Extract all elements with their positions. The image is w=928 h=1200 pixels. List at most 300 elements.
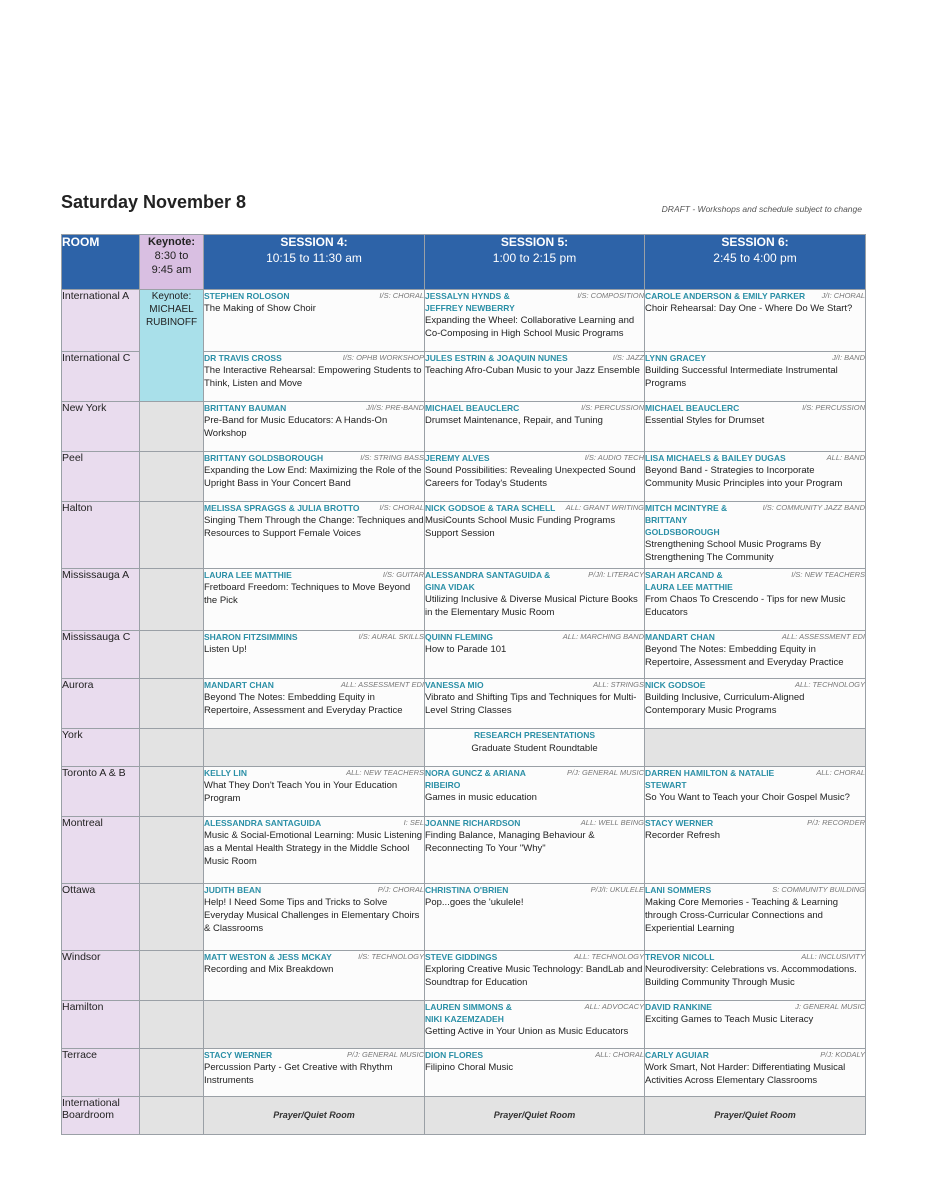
workshop-cell [425,352,645,402]
workshop-header [425,817,644,829]
presenter-block [645,817,713,829]
workshop-header [204,767,424,779]
draft-note: DRAFT - Workshops and schedule subject to change [661,204,862,214]
presenter-name: JUDITH BEAN [204,885,262,895]
workshop-cell [204,729,425,767]
room-header: ROOM [62,235,140,290]
workshop-cell [425,502,645,569]
prayer-room-label: Prayer/Quiet Room [493,1110,576,1120]
category-label: P/J: CHORAL [377,885,424,894]
category-label: ALL: INCLUSIVITY [801,952,865,961]
keynote-speaker: RUBINOFF [145,317,198,328]
table-row [62,1001,866,1049]
keynote-empty-cell [140,679,204,729]
presenter-name: ALESSANDRA SANTAGUIDA & [425,570,551,580]
category-label: ALL: ADVOCACY [584,1002,644,1011]
presenter-name: DR TRAVIS CROSS [204,353,282,363]
presenter-block [645,1049,709,1061]
presenter-name: MICHAEL BEAUCLERC [645,403,740,413]
presenter-name: NICK GODSOE [645,680,706,690]
workshop-header [425,402,644,414]
room-name: Hamilton [62,1001,140,1049]
presenter-name: SARAH ARCAND & [645,570,723,580]
table-row [62,502,866,569]
presenter-name: CAROLE ANDERSON & EMILY PARKER [645,291,806,301]
keynote-empty-cell [140,452,204,502]
workshop-cell [425,452,645,502]
workshop-header [425,1001,644,1025]
presenter-block [645,767,812,791]
presenter-block [645,290,805,302]
room-name: Mississauga C [62,631,140,679]
workshop-cell [425,884,645,951]
presenter-name: LAURA LEE MATTHIE [204,570,292,580]
table-row [62,1049,866,1097]
category-label: ALL: ASSESSMENT EDI [781,632,865,641]
workshop-header [204,884,424,896]
workshop-cell [645,884,866,951]
workshop-cell [645,767,866,817]
workshop-title: Beyond Band - Strategies to Incorporate Community Music Principles into your Program [645,465,843,489]
prayer-room-label: Prayer/Quiet Room [273,1110,355,1120]
presenter-block [645,631,715,643]
workshop-title: The Interactive Rehearsal: Empowering Students to Think, Listen and Move [204,365,422,389]
workshop-cell [645,1049,866,1097]
workshop-header [425,352,644,364]
presenter-block [425,817,520,829]
presenter-block [204,1049,272,1061]
keynote-empty-cell [140,729,204,767]
workshop-header [645,679,865,691]
table-row [62,679,866,729]
keynote-header-time1: 8:30 to [154,250,189,262]
workshop-cell [204,679,425,729]
category-label: J/I/S: PRE-BAND [366,403,424,412]
category-label: I/S: CHORAL [379,503,424,512]
prayer-room-cell [645,1097,866,1135]
workshop-cell [425,767,645,817]
presenter-name: MITCH MCINTYRE & [645,503,728,513]
presenter-block [645,569,733,593]
keynote-empty-cell [140,767,204,817]
workshop-title: Help! I Need Some Tips and Tricks to Solve Everyday Musical Challenges in Elementary Choirs & Classrooms [204,897,420,934]
presenter-block [204,502,360,514]
workshop-title: Exciting Games to Teach Music Literacy [645,1014,814,1025]
presenter-name: MANDART CHAN [204,680,274,690]
presenter-name: DAVID RANKINE [645,1002,712,1012]
keynote-header-time2: 9:45 am [151,264,192,276]
category-label: I/S: GUITAR [382,570,424,579]
presenter-block [204,767,247,779]
workshop-header [204,290,424,302]
workshop-header [645,631,865,643]
workshop-title: Sound Possibilities: Revealing Unexpected Sound Careers for Today's Students [425,465,636,489]
workshop-title: Filipino Choral Music [425,1062,514,1073]
session-5-header [425,235,645,290]
workshop-cell [645,452,866,502]
workshop-title: Building Inclusive, Curriculum-Aligned Contemporary Music Programs [645,692,805,716]
category-label: J/I: CHORAL [821,291,865,300]
presenter-block [425,452,490,464]
category-label: P/J: KODALY [820,1050,865,1059]
category-label: ALL: STRINGS [593,680,644,689]
category-label: P/J: GENERAL MUSIC [567,768,644,777]
presenter-block [425,352,568,364]
workshop-cell [204,1049,425,1097]
presenter-block [645,402,739,414]
presenter-block [425,1049,483,1061]
presenter-name: BRITTANY GOLDSBOROUGH [645,515,720,537]
category-label: ALL: TECHNOLOGY [794,680,865,689]
workshop-header [204,679,424,691]
workshop-cell [645,502,866,569]
presenter-block [204,884,261,896]
keynote-empty-cell [140,1049,204,1097]
presenter-block [645,452,786,464]
keynote-cell [140,290,204,402]
workshop-cell [425,951,645,1001]
presenter-name: JOANNE RICHARDSON [425,818,521,828]
workshop-title: Games in music education [425,792,537,803]
workshop-title: MusiCounts School Music Funding Programs Support Session [425,515,616,539]
workshop-header [645,767,865,791]
workshop-header [425,951,644,963]
presenter-name: TREVOR NICOLL [645,952,715,962]
keynote-header-title: Keynote: [147,236,196,248]
category-label: ALL: BAND [826,453,865,462]
presenter-block [425,502,555,514]
table-row [62,631,866,679]
workshop-title: Drumset Maintenance, Repair, and Tuning [425,415,603,426]
presenter-block [204,951,332,963]
workshop-cell [645,951,866,1001]
category-label: ALL: GRANT WRITING [565,503,644,512]
workshop-cell [425,1049,645,1097]
keynote-speaker: MICHAEL [149,304,194,315]
schedule-table [61,234,866,1135]
workshop-title: Essential Styles for Drumset [645,415,765,426]
room-name: Montreal [62,817,140,884]
room-name: Aurora [62,679,140,729]
workshop-header [204,1049,424,1061]
presenter-block [425,631,493,643]
workshop-cell [425,1001,645,1049]
presenter-name: LANI SOMMERS [645,885,712,895]
presenter-name: STACY WERNER [204,1050,273,1060]
presenter-name: ALESSANDRA SANTAGUIDA [204,818,322,828]
presenter-name: CARLY AGUIAR [645,1050,709,1060]
workshop-title: Choir Rehearsal: Day One - Where Do We Start? [645,303,853,314]
table-row [62,767,866,817]
category-label: ALL: MARCHING BAND [562,632,644,641]
workshop-header [645,290,865,302]
workshop-title: Pre-Band for Music Educators: A Hands-On Workshop [204,415,388,439]
workshop-title: Beyond The Notes: Embedding Equity in Repertoire, Assessment and Everyday Practice [204,692,403,716]
workshop-header [645,951,865,963]
keynote-empty-cell [140,951,204,1001]
workshop-cell [204,290,425,352]
keynote-empty-cell [140,502,204,569]
presenter-block [204,402,286,414]
workshop-title: Beyond The Notes: Embedding Equity in Repertoire, Assessment and Everyday Practice [645,644,844,668]
workshop-header [204,631,424,643]
presenter-block [425,290,515,314]
workshop-title: Listen Up! [204,644,247,655]
workshop-cell [645,1001,866,1049]
workshop-header [204,951,424,963]
workshop-title: Recording and Mix Breakdown [204,964,334,975]
category-label: P/J: GENERAL MUSIC [347,1050,424,1059]
presenter-name: CHRISTINA O'BRIEN [425,885,509,895]
workshop-header [425,767,644,791]
presenter-name: MELISSA SPRAGGS & JULIA BROTTO [204,503,360,513]
room-name: Windsor [62,951,140,1001]
category-label: I/S: TECHNOLOGY [358,952,424,961]
workshop-title: Finding Balance, Managing Behaviour & Reconnecting To Your "Why" [425,830,595,854]
workshop-header [425,679,644,691]
keynote-empty-cell [140,402,204,452]
category-label: P/J/I: UKULELE [590,885,644,894]
workshop-cell [425,569,645,631]
category-label: I/S: CHORAL [379,291,424,300]
category-label: ALL: ASSESSMENT EDI [340,680,424,689]
category-label: J: GENERAL MUSIC [795,1002,865,1011]
workshop-header [645,1001,865,1013]
workshop-title: Fretboard Freedom: Techniques to Move Beyond the Pick [204,582,411,606]
prayer-room-cell [204,1097,425,1135]
category-label: I/S: COMMUNITY JAZZ BAND [762,503,865,512]
category-label: I/S: PERCUSSION [802,403,865,412]
workshop-cell [204,817,425,884]
table-row [62,1097,866,1135]
presenter-name: SHARON FITZSIMMINS [204,632,298,642]
presenter-name: GINA VIDAK [425,582,475,592]
header-row [62,235,866,290]
workshop-header [645,452,865,464]
workshop-title: What They Don't Teach You in Your Education Program [204,780,398,804]
workshop-title: Music & Social-Emotional Learning: Music Listening as a Mental Health Strategy in the Middle School Music Room [204,830,423,867]
presenter-name: JEREMY ALVES [425,453,490,463]
table-row [62,884,866,951]
category-label: I/S: AUDIO TECH [584,453,644,462]
presenter-name: JESSALYN HYNDS & [425,291,510,301]
table-row [62,402,866,452]
category-label: I/S: COMPOSITION [577,291,644,300]
presenter-block [645,679,705,691]
presenter-name: LAUREN SIMMONS & [425,1002,512,1012]
room-name: Toronto A & B [62,767,140,817]
keynote-empty-cell [140,884,204,951]
keynote-empty-cell [140,569,204,631]
presenter-name: NICK GODSOE & TARA SCHELL [425,503,556,513]
workshop-title: The Making of Show Choir [204,303,316,314]
presenter-name: BRITTANY GOLDSBOROUGH [204,453,324,463]
category-label: I/S: AURAL SKILLS [358,632,424,641]
category-label: J/I: BAND [832,353,865,362]
page-title: Saturday November 8 [61,192,247,212]
workshop-cell [425,817,645,884]
workshop-cell [204,569,425,631]
presenter-name: NORA GUNCZ & ARIANA RIBEIRO [425,768,526,790]
workshop-title: Work Smart, Not Harder: Differentiating Musical Activities Across Elementary Classrooms [645,1062,846,1086]
session-name: SESSION 5: [500,235,569,249]
workshop-cell [425,631,645,679]
workshop-title: Teaching Afro-Cuban Music to your Jazz Ensemble [425,365,640,376]
room-name: International C [62,352,140,402]
research-title: Graduate Student Roundtable [471,743,598,754]
category-label: I/S: STRING BASS [360,453,424,462]
presenter-name: BRITTANY BAUMAN [204,403,287,413]
presenter-name: KELLY LIN [204,768,247,778]
workshop-cell [645,569,866,631]
workshop-title: Percussion Party - Get Creative with Rhythm Instruments [204,1062,393,1086]
category-label: P/J: RECORDER [807,818,865,827]
presenter-name: MANDART CHAN [645,632,715,642]
table-row [62,452,866,502]
workshop-header [204,817,424,829]
workshop-cell [645,679,866,729]
category-label: I/S: PERCUSSION [581,403,644,412]
session-6-header [645,235,866,290]
workshop-title: So You Want to Teach your Choir Gospel Music? [645,792,850,803]
category-label: P/J/I: LITERACY [588,570,644,579]
table-row [62,817,866,884]
room-name: Terrace [62,1049,140,1097]
workshop-header [645,817,865,829]
workshop-header [645,884,865,896]
workshop-title: Vibrato and Shifting Tips and Techniques for Multi-Level String Classes [425,692,637,716]
presenter-name: JULES ESTRIN & JOAQUIN NUNES [425,353,568,363]
workshop-header [645,569,865,593]
workshop-header [425,502,644,514]
presenter-block [204,452,323,464]
workshop-title: Utilizing Inclusive & Diverse Musical Picture Books in the Elementary Music Room [425,594,638,618]
research-label: RESEARCH PRESENTATIONS [473,730,596,740]
workshop-header [204,452,424,464]
session-time: 2:45 to 4:00 pm [713,251,797,265]
workshop-title: Exploring Creative Music Technology: BandLab and Soundtrap for Education [425,964,643,988]
workshop-header [645,402,865,414]
presenter-block [425,951,497,963]
room-name: International A [62,290,140,352]
keynote-empty-cell [140,631,204,679]
presenter-block [425,679,484,691]
room-name: Peel [62,452,140,502]
presenter-name: LAURA LEE MATTHIE [645,582,733,592]
presenter-block [645,1001,712,1013]
workshop-cell [204,1001,425,1049]
workshop-header [645,502,865,538]
workshop-cell [204,767,425,817]
presenter-name: VANESSA MIO [425,680,484,690]
workshop-title: Strengthening School Music Programs By Strengthening The Community [645,539,821,563]
workshop-title: Recorder Refresh [645,830,720,841]
presenter-block [645,884,711,896]
workshop-cell [425,290,645,352]
presenter-block [204,569,292,581]
workshop-cell [645,729,866,767]
workshop-cell [204,631,425,679]
workshop-title: Pop...goes the 'ukulele! [425,897,524,908]
room-name: Mississauga A [62,569,140,631]
presenter-block [425,884,508,896]
presenter-block [204,631,298,643]
presenter-block [204,290,289,302]
presenter-block [204,817,321,829]
table-row [62,569,866,631]
workshop-header [425,290,644,314]
workshop-header [425,569,644,593]
keynote-empty-cell [140,1001,204,1049]
category-label: I/S: JAZZ [612,353,644,362]
workshop-title: Neurodiversity: Celebrations vs. Accommodations. Building Community Through Music [645,964,857,988]
workshop-cell [425,679,645,729]
session-time: 10:15 to 11:30 am [266,251,362,265]
presenter-block [645,951,714,963]
prayer-room-label: Prayer/Quiet Room [714,1110,796,1120]
workshop-cell [204,452,425,502]
session-time: 1:00 to 2:15 pm [492,251,577,265]
workshop-cell [204,884,425,951]
presenter-block [204,352,282,364]
presenter-name: QUINN FLEMING [425,632,493,642]
presenter-name: JEFFREY NEWBERRY [425,303,515,313]
workshop-title: Singing Them Through the Change: Techniques and Resources to Support Female Voices [204,515,424,539]
presenter-name: LYNN GRACEY [645,353,707,363]
table-row [62,729,866,767]
workshop-header [425,884,644,896]
workshop-title: From Chaos To Crescendo - Tips for new Music Educators [645,594,846,618]
category-label: S: COMMUNITY BUILDING [772,885,865,894]
keynote-label: Keynote: [151,291,192,302]
workshop-cell [645,817,866,884]
workshop-header [204,569,424,581]
session-name: SESSION 4: [280,235,348,249]
workshop-cell [204,352,425,402]
workshop-title: How to Parade 101 [425,644,507,655]
category-label: ALL: CHORAL [816,768,865,777]
workshop-cell [425,402,645,452]
category-label: ALL: NEW TEACHERS [346,768,424,777]
presenter-name: MICHAEL BEAUCLERC [425,403,520,413]
presenter-name: LISA MICHAELS & BAILEY DUGAS [645,453,786,463]
presenter-block [645,502,759,538]
workshop-cell [645,290,866,352]
category-label: ALL: TECHNOLOGY [573,952,644,961]
category-label: I/S: NEW TEACHERS [791,570,865,579]
workshop-header [645,1049,865,1061]
session-4-header [204,235,425,290]
presenter-name: STEPHEN ROLOSON [204,291,290,301]
category-label: ALL: WELL BEING [580,818,644,827]
workshop-cell [204,951,425,1001]
presenter-block [204,679,274,691]
room-name: Ottawa [62,884,140,951]
workshop-header [645,352,865,364]
workshop-cell [204,402,425,452]
workshop-header [204,502,424,514]
workshop-title: Expanding the Low End: Maximizing the Role of the Upright Bass in Your Concert Band [204,465,422,489]
table-row [62,951,866,1001]
workshop-cell [645,352,866,402]
workshop-title: Building Successful Intermediate Instrumental Programs [645,365,838,389]
presenter-block [425,1001,512,1025]
prayer-room-cell [425,1097,645,1135]
category-label: ALL: CHORAL [595,1050,644,1059]
workshop-header [425,452,644,464]
workshop-title: Expanding the Wheel: Collaborative Learning and Co-Composing in High School Music Programs [425,315,635,339]
table-row [62,290,866,352]
